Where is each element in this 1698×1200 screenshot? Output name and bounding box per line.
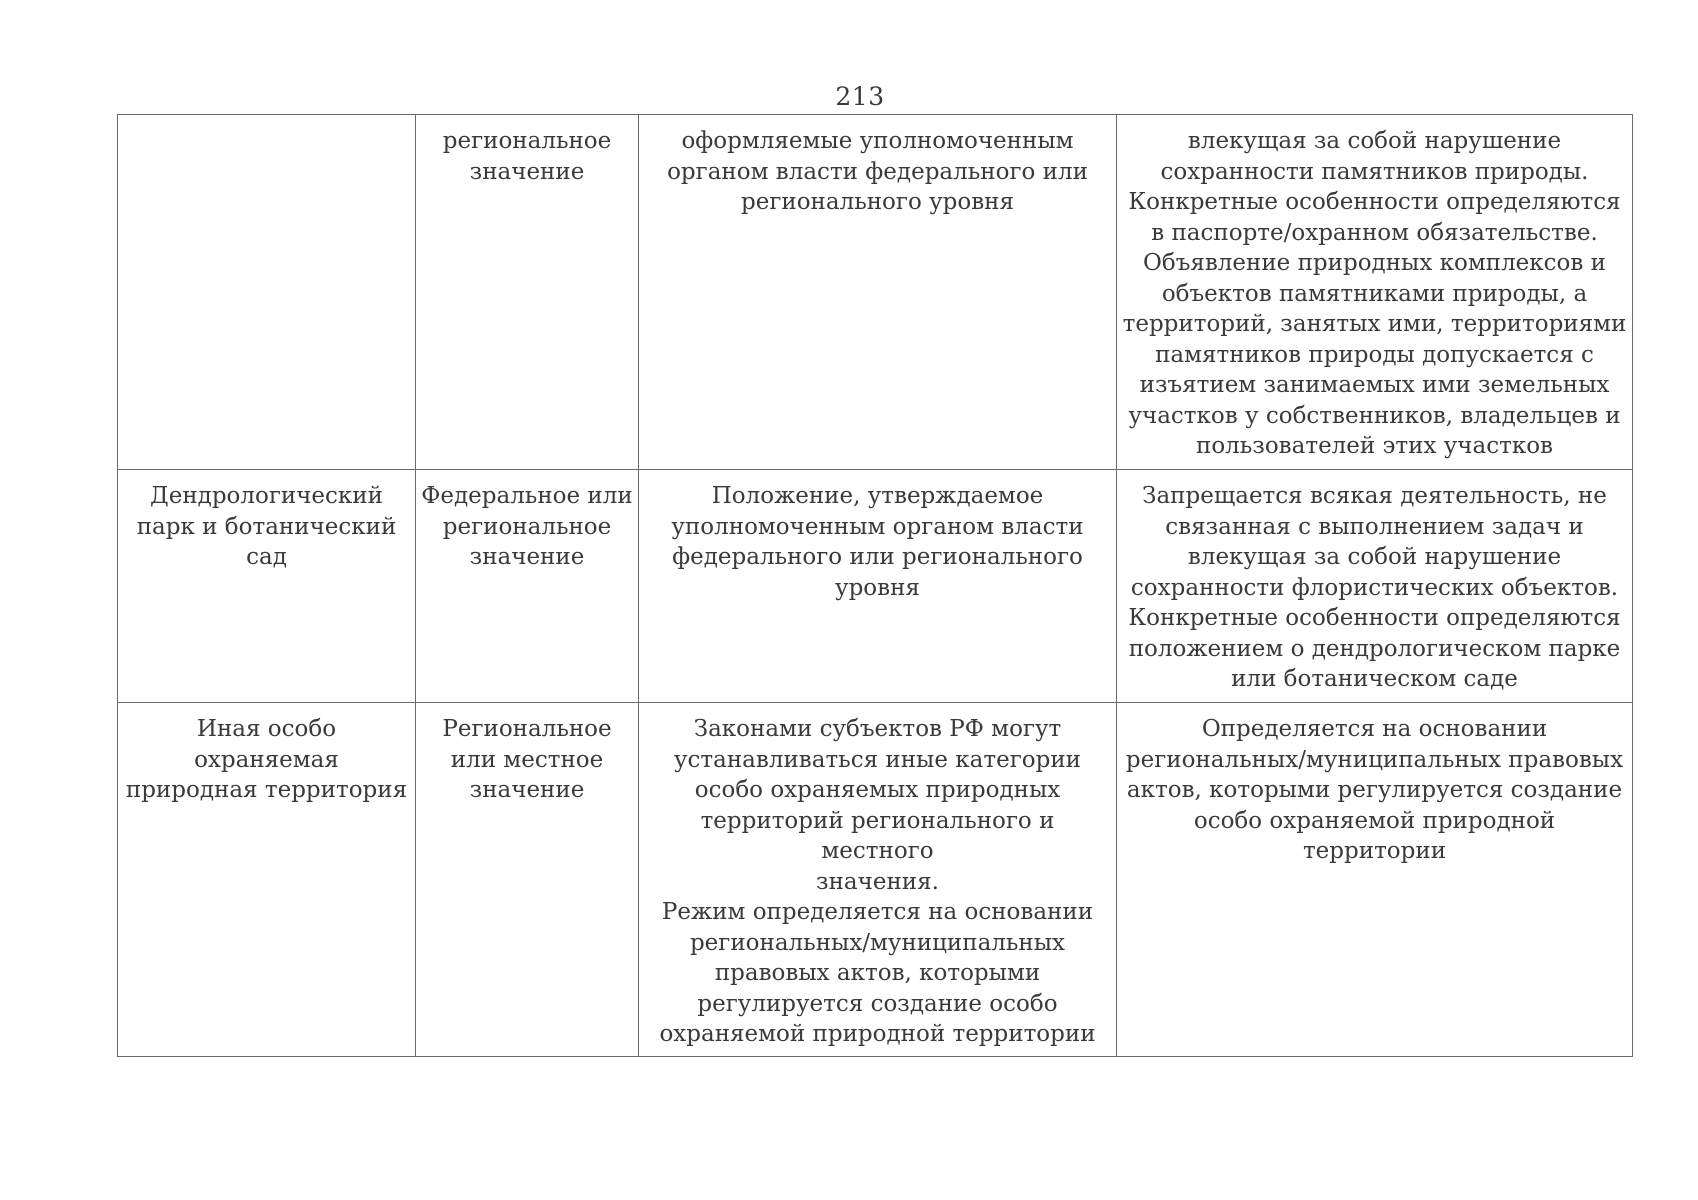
table-cell-name: Дендрологический парк и ботанический сад (118, 470, 416, 703)
table-row (118, 115, 1633, 470)
table-cell-regime: влекущая за собой нарушение сохранности памятников природы. Конкретные особенности определяются в паспорте/охранном обязательстве. Объявление природных комплексов и объектов памятниками природы, а территорий, занятых ими, территориями памятников природы допускается с изъятием занимаемых ими земельных участков у собственников, владельцев и пользователей этих участков (1117, 115, 1633, 470)
table-cell-regime: Запрещается всякая деятельность, не связанная с выполнением задач и влекущая за собой нарушение сохранности флористических объектов. Конкретные особенности определяются положением о дендрологическом парке или ботаническом саде (1117, 470, 1633, 703)
table-cell-name: Иная особо охраняемая природная территория (118, 703, 416, 1057)
table-cell-regulation: Положение, утверждаемое уполномоченным органом власти федерального или регионального уровня (639, 470, 1117, 703)
table-cell-significance: Федеральное или региональное значение (416, 470, 639, 703)
table-row (118, 470, 1633, 703)
page-number: 213 (835, 82, 885, 111)
protected-areas-table (117, 114, 1633, 1057)
table-row (118, 703, 1633, 1057)
table-cell-significance: региональное значение (416, 115, 639, 470)
table-cell-name (118, 115, 416, 470)
table-cell-regulation: Законами субъектов РФ могут устанавливаться иные категории особо охраняемых природных территорий регионального и местного значения. Режим определяется на основании региональных/муниципальных правовых актов, которыми регулируется создание особо охраняемой природной территории (639, 703, 1117, 1057)
table-cell-regulation: оформляемые уполномоченным органом власти федерального или регионального уровня (639, 115, 1117, 470)
table-cell-significance: Региональное или местное значение (416, 703, 639, 1057)
table-cell-regime: Определяется на основании региональных/муниципальных правовых актов, которыми регулируется создание особо охраняемой природной территории (1117, 703, 1633, 1057)
